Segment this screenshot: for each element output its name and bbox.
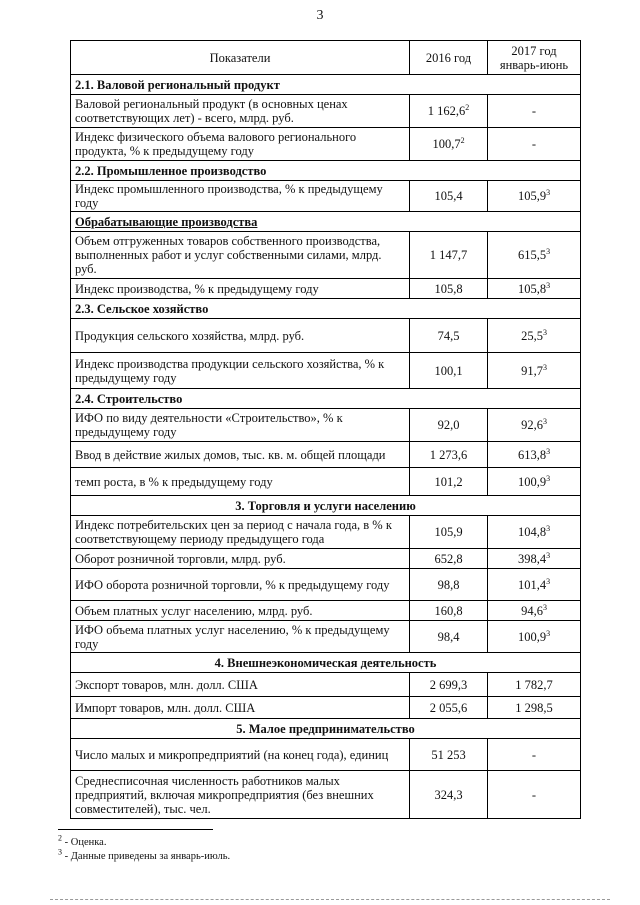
footnote-separator [58, 829, 213, 830]
value-2016: 1 162,6$^2$ [410, 95, 488, 128]
footnote-3: $^3$ - Данные приведены за январь-июль. [58, 847, 231, 862]
header-2016: 2016 год [410, 41, 488, 75]
row-label: ИФО по виду деятельности «Строительство», % к предыдущему году [71, 409, 410, 442]
value-2016: 160,8 [410, 601, 488, 621]
table-row [71, 739, 581, 771]
table-row [71, 319, 581, 353]
section-title: 4. Внешнеэкономическая деятельность [71, 653, 581, 673]
value-2016: 100,1 [410, 353, 488, 389]
table-row [71, 549, 581, 569]
table-row [71, 279, 581, 299]
footnote-2: $^2$ - Оценка. [58, 833, 107, 848]
value-2017: 100,9$^3$ [488, 621, 581, 653]
value-2017: 105,9$^3$ [488, 181, 581, 212]
table-row [71, 697, 581, 719]
row-label: темп роста, в % к предыдущему году [71, 468, 410, 496]
section-row [71, 496, 581, 516]
row-label: ИФО оборота розничной торговли, % к предыдущему году [71, 569, 410, 601]
value-2016: 1 147,7 [410, 232, 488, 279]
section-title: 2.3. Сельское хозяйство [71, 299, 581, 319]
value-2016: 105,9 [410, 516, 488, 549]
value-2016: 100,7$^2$ [410, 128, 488, 161]
footnote-mark: 3 [546, 280, 551, 290]
row-label: Объем платных услуг населению, млрд. руб. [71, 601, 410, 621]
section-row [71, 75, 581, 95]
table-row [71, 232, 581, 279]
indicators-table [70, 40, 581, 819]
row-label: Индекс промышленного производства, % к предыдущему году [71, 181, 410, 212]
row-label: Индекс производства, % к предыдущему году [71, 279, 410, 299]
table-row [71, 621, 581, 653]
value-2017: 104,8$^3$ [488, 516, 581, 549]
value-2017: 101,4$^3$ [488, 569, 581, 601]
row-label: Валовой региональный продукт (в основных ценах соответствующих лет) - всего, млрд. руб. [71, 95, 410, 128]
table-row [71, 409, 581, 442]
section-row [71, 161, 581, 181]
section-row [71, 212, 581, 232]
table-row [71, 181, 581, 212]
value-2016: 105,8 [410, 279, 488, 299]
value-2016: 1 273,6 [410, 442, 488, 468]
value-2016: 101,2 [410, 468, 488, 496]
row-label: Импорт товаров, млн. долл. США [71, 697, 410, 719]
table-row [71, 601, 581, 621]
value-2017: 1 298,5 [488, 697, 581, 719]
page-number: 3 [316, 8, 324, 23]
value-2016: 105,4 [410, 181, 488, 212]
value-2016: 652,8 [410, 549, 488, 569]
value-2017: - [488, 95, 581, 128]
value-2017: 613,8$^3$ [488, 442, 581, 468]
value-2016: 92,0 [410, 409, 488, 442]
footnote-mark: 3 [546, 246, 551, 256]
footnote-mark: 3 [546, 628, 551, 638]
value-2017: 398,4$^3$ [488, 549, 581, 569]
footnote-mark: 3 [546, 576, 551, 586]
value-2017: - [488, 771, 581, 819]
section-title: 5. Малое предпринимательство [71, 719, 581, 739]
footnote-mark: 2 [460, 135, 465, 145]
footnote-mark: 3 [542, 416, 547, 426]
value-2017: - [488, 128, 581, 161]
row-label: Экспорт товаров, млн. долл. США [71, 673, 410, 697]
section-title: Обрабатывающие производства [71, 212, 581, 232]
value-2016: 324,3 [410, 771, 488, 819]
table-header-row [71, 41, 581, 75]
section-title: 2.1. Валовой региональный продукт [71, 75, 581, 95]
value-2017: 25,5$^3$ [488, 319, 581, 353]
section-row [71, 389, 581, 409]
header-indicator: Показатели [71, 41, 410, 75]
row-label: ИФО объема платных услуг населению, % к предыдущему году [71, 621, 410, 653]
footnote-mark: 3 [546, 187, 551, 197]
footnote-mark: 3 [546, 446, 551, 456]
section-title: 2.2. Промышленное производство [71, 161, 581, 181]
page-bottom-edge [50, 899, 610, 900]
table-row [71, 353, 581, 389]
table-row [71, 516, 581, 549]
value-2017: 615,5$^3$ [488, 232, 581, 279]
value-2017: 92,6$^3$ [488, 409, 581, 442]
table-row [71, 771, 581, 819]
value-2016: 2 699,3 [410, 673, 488, 697]
value-2017: - [488, 739, 581, 771]
value-2016: 98,8 [410, 569, 488, 601]
footnote-mark: 3 [542, 602, 547, 612]
value-2017: 91,7$^3$ [488, 353, 581, 389]
footnote-mark: 3 [542, 362, 547, 372]
value-2016: 51 253 [410, 739, 488, 771]
table-row [71, 468, 581, 496]
row-label: Ввод в действие жилых домов, тыс. кв. м. общей площади [71, 442, 410, 468]
value-2016: 74,5 [410, 319, 488, 353]
footnote-mark: 3 [542, 327, 547, 337]
section-title: 3. Торговля и услуги населению [71, 496, 581, 516]
section-title: 2.4. Строительство [71, 389, 581, 409]
section-row [71, 299, 581, 319]
table-row [71, 442, 581, 468]
row-label: Индекс потребительских цен за период с начала года, в % к соответствующему периоду предыдущего года [71, 516, 410, 549]
footnote-mark: 2 [465, 102, 470, 112]
row-label: Число малых и микропредприятий (на конец года), единиц [71, 739, 410, 771]
value-2017: 100,9$^3$ [488, 468, 581, 496]
table-row [71, 128, 581, 161]
value-2016: 2 055,6 [410, 697, 488, 719]
value-2017: 94,6$^3$ [488, 601, 581, 621]
table-row [71, 673, 581, 697]
value-2017: 105,8$^3$ [488, 279, 581, 299]
footnote-mark: 3 [546, 550, 551, 560]
row-label: Среднесписочная численность работников малых предприятий, включая микропредприятия (без внешних совместителей), тыс. чел. [71, 771, 410, 819]
header-2017: 2017 год январь-июнь [488, 41, 581, 75]
row-label: Продукция сельского хозяйства, млрд. руб. [71, 319, 410, 353]
footnotes [58, 833, 231, 864]
row-label: Индекс производства продукции сельского хозяйства, % к предыдущему году [71, 353, 410, 389]
row-label: Оборот розничной торговли, млрд. руб. [71, 549, 410, 569]
footnote-mark: 3 [546, 473, 551, 483]
value-2016: 98,4 [410, 621, 488, 653]
table-row [71, 569, 581, 601]
section-row [71, 653, 581, 673]
footnote-mark: 3 [546, 523, 551, 533]
value-2017: 1 782,7 [488, 673, 581, 697]
section-row [71, 719, 581, 739]
row-label: Индекс физического объема валового регионального продукта, % к предыдущему году [71, 128, 410, 161]
row-label: Объем отгруженных товаров собственного производства, выполненных работ и услуг собственными силами, млрд. руб. [71, 232, 410, 279]
table-row [71, 95, 581, 128]
